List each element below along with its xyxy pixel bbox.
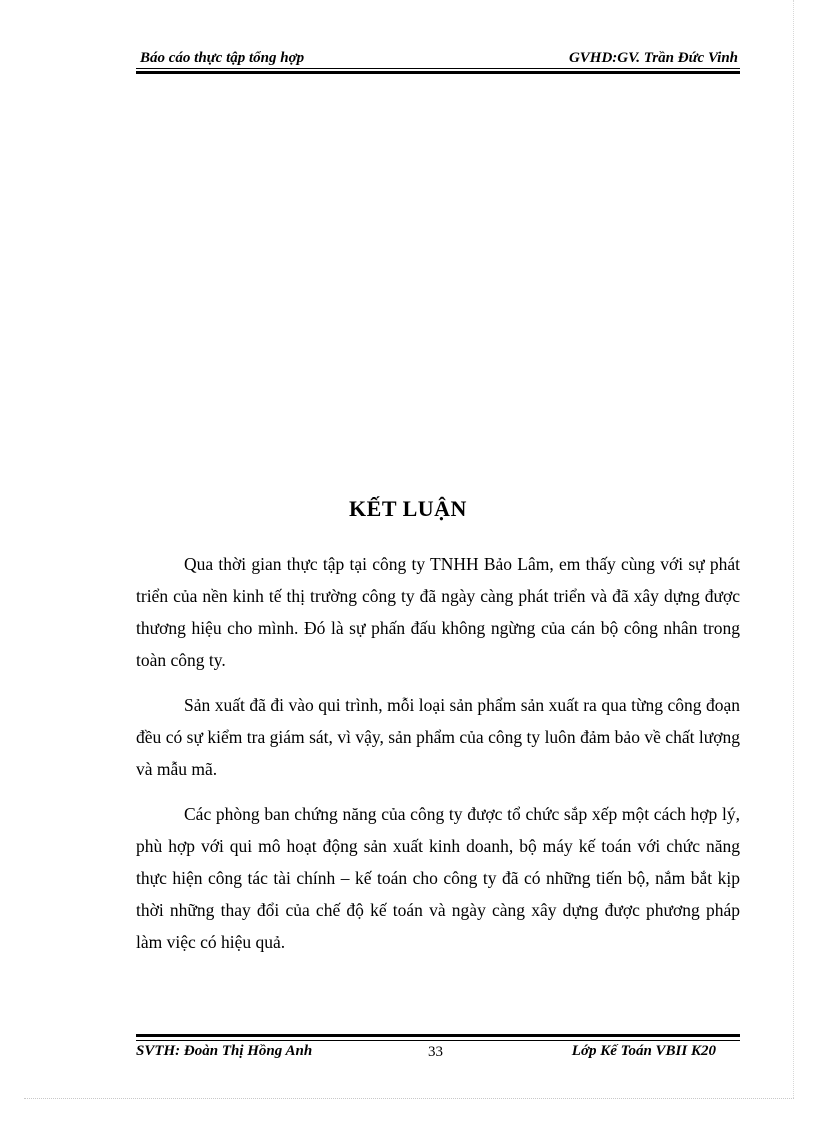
paragraph-2: Sản xuất đã đi vào qui trình, mỗi loại sản phẩm sản xuất ra qua từng công đoạn đều có sự kiểm tra giám sát, vì vậy, sản phẩm của công ty luôn đảm bảo về chất lượng và mẫu mã.	[136, 695, 740, 779]
header-report-title: Báo cáo thực tập tổng hợp	[140, 50, 305, 66]
footer-rule-thin	[136, 1040, 740, 1041]
body-text	[136, 548, 740, 971]
header-rule-thin	[136, 68, 740, 69]
page-bottom-border	[24, 1098, 794, 1099]
page-header	[136, 48, 740, 70]
header-supervisor: GVHD:GV. Trần Đức Vinh	[568, 50, 738, 66]
page-number: 33	[428, 1044, 443, 1060]
page-right-border	[793, 0, 794, 1098]
header-rule-thick	[136, 71, 740, 74]
footer-class: Lớp Kế Toán VBII K20	[571, 1043, 716, 1059]
paragraph-3: Các phòng ban chứng năng của công ty được tổ chức sắp xếp một cách hợp lý, phù hợp với qui mô hoạt động sản xuất kinh doanh, bộ máy kế toán với chức năng thực hiện công tác tài chính – kế toán cho công ty đã có những tiến bộ, nắm bắt kịp thời những thay đổi của chế độ kế toán và ngày càng xây dựng được phương pháp làm việc có hiệu quả.	[136, 804, 740, 952]
footer-rule-thick	[136, 1034, 740, 1037]
footer-student: SVTH: Đoàn Thị Hồng Anh	[136, 1043, 313, 1059]
page-title: KẾT LUẬN	[349, 496, 467, 521]
paragraph-1: Qua thời gian thực tập tại công ty TNHH Bảo Lâm, em thấy cùng với sự phát triển của nền kinh tế thị trường công ty đã ngày càng phát triển và đã xây dựng được thương hiệu cho mình. Đó là sự phấn đấu không ngừng của cán bộ công nhân trong toàn công ty.	[136, 554, 740, 670]
page-footer	[136, 1043, 740, 1065]
